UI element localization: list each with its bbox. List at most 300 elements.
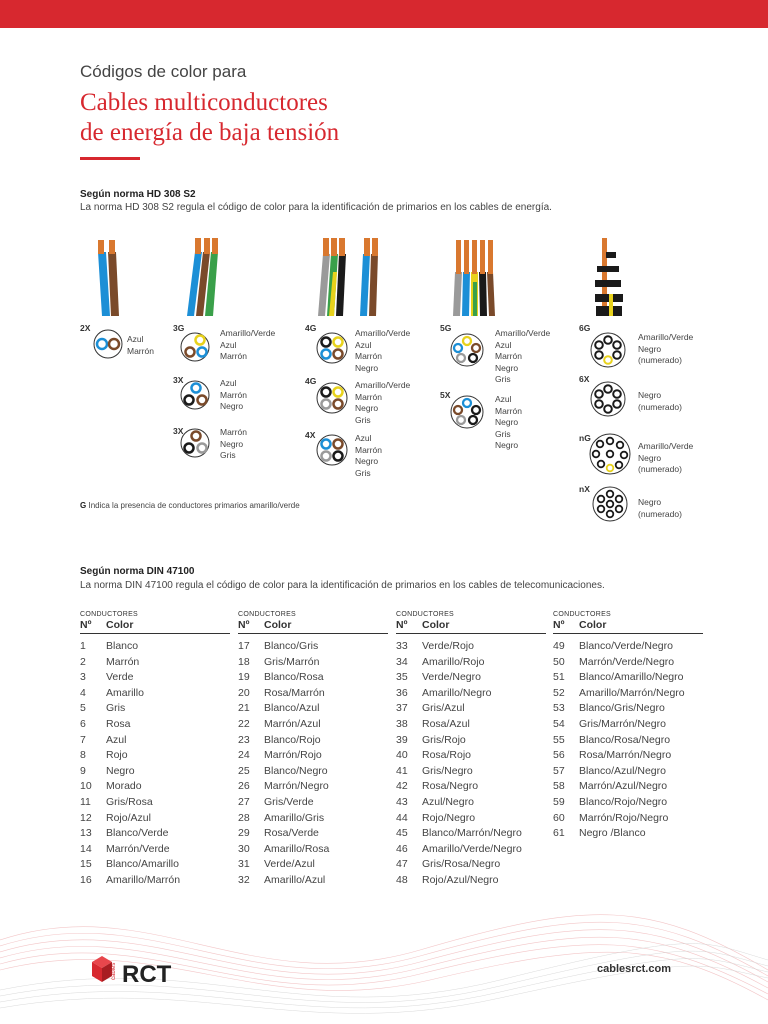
table-header <box>396 619 546 634</box>
table-row <box>238 779 388 795</box>
color-label: Negro <box>355 362 379 373</box>
table-row <box>553 686 703 702</box>
conductor-number: 36 <box>396 686 408 699</box>
table-row <box>238 670 388 686</box>
table-row <box>80 717 230 733</box>
color-label: Negro <box>220 438 244 449</box>
table-row <box>80 842 230 858</box>
table-row <box>396 733 546 749</box>
conductor-color: Blanco/Azul/Negro <box>579 764 666 777</box>
table-body <box>238 639 388 889</box>
conductor-number: 44 <box>396 811 408 824</box>
conductor-number: 20 <box>238 686 250 699</box>
conductor-color: Gris/Rosa/Negro <box>422 858 501 871</box>
section-5g <box>451 334 483 366</box>
table-row <box>396 842 546 858</box>
group-colors-6x <box>638 390 682 413</box>
table-row <box>396 857 546 873</box>
section-4x <box>317 435 347 465</box>
group-code-ng: nG <box>579 433 591 443</box>
conductor-number: 30 <box>238 842 250 855</box>
table-row <box>80 686 230 702</box>
conductor-color: Gris <box>106 702 126 715</box>
conductor-color: Blanco/Rojo <box>264 733 321 746</box>
conductor-number: 16 <box>80 873 92 886</box>
conductor-number: 59 <box>553 795 565 808</box>
conductor-number: 9 <box>80 764 86 777</box>
conductor-number: 47 <box>396 858 408 871</box>
table-row <box>238 795 388 811</box>
col-n-header: Nº <box>553 619 565 631</box>
table-row <box>553 764 703 780</box>
conductor-number: 56 <box>553 749 565 762</box>
conductor-color: Blanco/Amarillo <box>106 858 179 871</box>
table-row <box>80 857 230 873</box>
website-link[interactable]: cablesrct.com <box>597 963 671 975</box>
table-row <box>553 826 703 842</box>
conductor-color: Gris/Negro <box>422 764 473 777</box>
color-label: (numerado) <box>638 401 682 412</box>
section-ng <box>590 434 630 474</box>
conductor-color: Marrón/Rojo/Negro <box>579 811 669 824</box>
conductor-number: 42 <box>396 780 408 793</box>
conductor-number: 8 <box>80 749 86 762</box>
conductor-number: 54 <box>553 717 565 730</box>
table-body <box>553 639 703 842</box>
section-3g <box>181 333 209 361</box>
color-label: Amarillo/Verde <box>220 328 276 338</box>
color-label: Amarillo/Verde <box>355 328 411 338</box>
conductor-number: 40 <box>396 749 408 762</box>
color-label: Azul <box>495 394 512 404</box>
table-row <box>80 748 230 764</box>
table-header <box>238 619 388 634</box>
color-label: Azul <box>355 433 372 443</box>
table-row <box>238 842 388 858</box>
conductor-color: Rojo/Azul/Negro <box>422 873 499 886</box>
group-code-6g: 6G <box>579 323 591 333</box>
conductor-color: Verde <box>106 671 134 684</box>
conductor-number: 26 <box>238 780 250 793</box>
g-footnote <box>80 501 300 510</box>
title-line-2: de energía de baja tensión <box>80 119 340 146</box>
top-bar <box>0 0 768 28</box>
color-label: Negro <box>495 417 519 427</box>
conductor-color: Gris/Rosa <box>106 795 153 808</box>
group-code-4x: 4X <box>305 430 316 440</box>
conductor-color: Rosa/Rojo <box>422 749 472 762</box>
table-header <box>553 619 703 634</box>
color-label: Azul <box>220 339 237 350</box>
color-label: Negro <box>220 401 244 411</box>
conductor-color: Gris/Verde <box>264 795 314 808</box>
conductor-color: Gris/Marrón/Negro <box>579 717 666 730</box>
table-row <box>553 639 703 655</box>
conductor-color: Amarillo/Gris <box>264 811 325 824</box>
conductor-color: Blanco/Rojo/Negro <box>579 795 668 808</box>
table-row <box>396 670 546 686</box>
color-label: Amarillo/Verde <box>638 441 694 451</box>
table-row <box>396 686 546 702</box>
conductor-number: 43 <box>396 795 408 808</box>
section-4g-a <box>317 333 347 363</box>
section1-heading: Según norma HD 308 S2 <box>80 189 196 200</box>
col-n-header: Nº <box>80 619 92 631</box>
table-row <box>80 639 230 655</box>
conductor-color: Verde/Negro <box>422 671 481 684</box>
conductor-table-1 <box>80 611 230 889</box>
section-3x-b <box>181 429 209 457</box>
col-color-header: Color <box>579 619 607 631</box>
conductor-number: 18 <box>238 655 250 668</box>
conductor-number: 45 <box>396 827 408 840</box>
table-row <box>238 857 388 873</box>
conductor-number: 1 <box>80 640 86 652</box>
color-label: Azul <box>355 339 372 350</box>
conductor-number: 28 <box>238 811 250 824</box>
color-label: Marrón <box>220 389 247 400</box>
group-colors-nx <box>638 497 682 520</box>
group-code-4g-b: 4G <box>305 376 317 386</box>
table-row <box>238 748 388 764</box>
conductor-number: 27 <box>238 795 250 808</box>
conductor-color: Marrón/Azul/Negro <box>579 780 668 793</box>
color-label: Azul <box>495 339 512 350</box>
group-colors-4x <box>355 433 382 479</box>
conductor-number: 14 <box>80 842 92 855</box>
conductor-number: 58 <box>553 780 565 793</box>
table-row <box>396 811 546 827</box>
conductor-color: Amarillo <box>106 686 144 699</box>
table-row <box>553 717 703 733</box>
conductor-color: Blanco <box>106 640 139 652</box>
table-row <box>238 826 388 842</box>
page-title <box>80 88 339 148</box>
conductor-color: Verde/Azul <box>264 858 315 871</box>
table-row <box>396 717 546 733</box>
table-row <box>396 748 546 764</box>
conductor-color: Blanco/Verde/Negro <box>579 640 673 652</box>
table-row <box>553 748 703 764</box>
group-colors-4g-b <box>355 380 410 426</box>
conductor-table-4 <box>553 611 703 842</box>
table-row <box>238 733 388 749</box>
page-kicker: Códigos de color para <box>80 62 247 81</box>
color-label: Amarillo/Verde <box>638 332 694 342</box>
table-row <box>80 811 230 827</box>
col-color-header: Color <box>106 619 134 631</box>
conductor-color: Rojo/Negro <box>422 811 476 824</box>
conductor-number: 48 <box>396 873 408 886</box>
col-n-header: Nº <box>396 619 408 631</box>
conductor-number: 29 <box>238 827 250 840</box>
cable-ng-illustration <box>595 238 623 316</box>
group-colors-4g-a <box>355 328 410 374</box>
conductor-number: 33 <box>396 640 408 652</box>
table-row <box>238 655 388 671</box>
section-nx <box>593 487 627 521</box>
group-colors-5g <box>495 328 550 386</box>
color-label: Marrón <box>495 405 522 416</box>
table-row <box>238 764 388 780</box>
conductor-number: 31 <box>238 858 250 871</box>
conductor-color: Amarillo/Rojo <box>422 655 485 668</box>
conductor-color: Amarillo/Marrón <box>106 873 181 886</box>
color-label: (numerado) <box>638 355 682 365</box>
table-row <box>238 701 388 717</box>
conductor-color: Verde/Rojo <box>422 640 474 652</box>
title-underline <box>80 157 140 160</box>
table-row <box>396 764 546 780</box>
table-row <box>553 670 703 686</box>
conductor-number: 57 <box>553 764 565 777</box>
table-row <box>80 701 230 717</box>
color-label: Marrón <box>127 345 154 356</box>
conductor-number: 60 <box>553 811 565 824</box>
conductor-number: 12 <box>80 811 92 824</box>
group-colors-2x <box>127 334 154 357</box>
table-row <box>553 733 703 749</box>
color-label: Gris <box>220 450 236 460</box>
group-code-5x: 5X <box>440 390 451 400</box>
color-label: Negro <box>355 403 379 413</box>
conductor-number: 49 <box>553 640 565 652</box>
color-label: (numerado) <box>638 508 682 519</box>
group-code-5g: 5G <box>440 323 452 333</box>
col-n-header: Nº <box>238 619 250 631</box>
conductor-number: 10 <box>80 780 92 793</box>
conductor-table-2 <box>238 611 388 889</box>
group-code-3x-b: 3X <box>173 426 184 436</box>
table-row <box>396 639 546 655</box>
conductor-color: Blanco/Marrón/Negro <box>422 827 522 840</box>
group-code-6x: 6X <box>579 374 590 384</box>
conductor-number: 61 <box>553 827 565 840</box>
color-label: Negro <box>638 497 662 507</box>
conductor-color: Amarillo/Azul <box>264 873 326 886</box>
conductor-color: Marrón/Negro <box>264 780 329 793</box>
conductor-color: Gris/Rojo <box>422 733 466 746</box>
group-code-4g-a: 4G <box>305 323 317 333</box>
conductor-color: Rosa/Negro <box>422 780 479 793</box>
conductor-color: Marrón/Rojo <box>264 749 322 762</box>
conductor-color: Rosa/Marrón/Negro <box>579 749 672 762</box>
section-6g <box>591 333 625 367</box>
conductor-color: Rojo/Azul <box>106 811 151 824</box>
group-colors-5x <box>495 394 522 452</box>
table-body <box>80 639 230 889</box>
conductor-number: 38 <box>396 717 408 730</box>
rct-logo <box>88 952 208 992</box>
color-label: (numerado) <box>638 464 682 474</box>
conductor-number: 5 <box>80 702 86 715</box>
conductor-number: 15 <box>80 858 92 871</box>
cable-2x-illustration <box>98 240 119 316</box>
cable-3g-illustration <box>187 238 218 316</box>
color-label: Marrón <box>220 427 247 437</box>
title-line-1: Cables multiconductores <box>80 89 328 116</box>
table-row <box>238 639 388 655</box>
section2-description: La norma DIN 47100 regula el código de color para la identificación de primarios en los cables de telecomunicaciones. <box>80 580 605 591</box>
conductor-color: Blanco/Rosa/Negro <box>579 733 671 746</box>
conductor-table-3 <box>396 611 546 889</box>
conductor-color: Blanco/Gris <box>264 640 319 652</box>
group-colors-3x-b <box>220 427 247 462</box>
conductor-number: 11 <box>80 795 91 808</box>
color-label: Azul <box>220 378 237 388</box>
conductor-color: Blanco/Azul <box>264 702 320 715</box>
color-label: Gris <box>495 374 511 384</box>
conductor-number: 3 <box>80 671 86 684</box>
conductor-color: Rosa/Azul <box>422 717 470 730</box>
table-row <box>396 795 546 811</box>
note-text: Indica la presencia de conductores primarios amarillo/verde <box>88 501 300 510</box>
table-row <box>80 764 230 780</box>
table-row <box>396 655 546 671</box>
conductor-color: Rosa/Verde <box>264 827 319 840</box>
table-row <box>80 826 230 842</box>
conductor-number: 52 <box>553 686 565 699</box>
col-color-header: Color <box>264 619 292 631</box>
group-colors-3g <box>220 328 275 363</box>
table-row <box>553 779 703 795</box>
color-label: Negro <box>638 343 662 354</box>
conductor-number: 51 <box>553 671 565 684</box>
section-3x-a <box>181 381 209 409</box>
table-row <box>238 717 388 733</box>
section-4g-b <box>317 383 347 413</box>
conductor-color: Blanco/Amarillo/Negro <box>579 671 684 684</box>
table-row <box>80 779 230 795</box>
conductor-color: Marrón/Verde <box>106 842 170 855</box>
cable-4g-illustration <box>318 238 378 316</box>
color-label: Marrón <box>220 351 247 361</box>
conductor-color: Blanco/Negro <box>264 764 328 777</box>
conductor-color: Marrón <box>106 655 140 668</box>
conductor-number: 19 <box>238 671 250 684</box>
conductor-number: 4 <box>80 686 86 699</box>
conductor-color: Amarillo/Negro <box>422 686 492 699</box>
conductor-number: 50 <box>553 655 565 668</box>
table-header <box>80 619 230 634</box>
conductor-color: Gris/Marrón <box>264 655 320 668</box>
conductor-number: 37 <box>396 702 408 715</box>
logo-text: RCT <box>122 961 172 988</box>
conductor-number: 25 <box>238 764 250 777</box>
conductor-number: 39 <box>396 733 408 746</box>
conductor-color: Negro <box>106 764 135 777</box>
section-5x <box>451 396 483 428</box>
table-row <box>80 795 230 811</box>
conductor-number: 23 <box>238 733 250 746</box>
conductors-label: CONDUCTORES <box>80 611 139 618</box>
section2-heading: Según norma DIN 47100 <box>80 566 195 577</box>
table-row <box>553 655 703 671</box>
conductor-number: 35 <box>396 671 408 684</box>
conductor-color: Blanco/Rosa <box>264 671 324 684</box>
conductor-number: 22 <box>238 717 250 730</box>
section-2x <box>94 330 122 358</box>
color-label: Negro <box>495 362 519 373</box>
conductor-number: 53 <box>553 702 565 715</box>
color-label: Gris <box>355 414 371 425</box>
table-row <box>238 811 388 827</box>
conductor-color: Gris/Azul <box>422 702 465 715</box>
group-code-2x: 2X <box>80 323 91 333</box>
table-row <box>80 655 230 671</box>
conductor-color: Azul/Negro <box>422 795 474 808</box>
conductors-label: CONDUCTORES <box>396 611 455 618</box>
conductor-number: 7 <box>80 733 86 746</box>
conductor-color: Negro /Blanco <box>579 827 646 840</box>
conductor-color: Amarillo/Rosa <box>264 842 330 855</box>
group-code-3g: 3G <box>173 323 185 333</box>
color-label: Marrón <box>355 391 382 402</box>
table-row <box>553 795 703 811</box>
table-row <box>396 779 546 795</box>
color-label: Amarillo/Verde <box>495 328 551 338</box>
table-row <box>238 686 388 702</box>
group-colors-6g <box>638 332 693 367</box>
color-label: Gris <box>495 428 511 439</box>
group-colors-3x-a <box>220 378 247 413</box>
conductor-number: 34 <box>396 655 408 668</box>
group-code-3x-a: 3X <box>173 375 184 385</box>
conductor-color: Blanco/Verde <box>106 827 169 840</box>
logo-small-text: cables <box>111 962 117 980</box>
section-6x <box>591 382 625 416</box>
conductor-color: Rosa <box>106 717 131 730</box>
table-row <box>80 733 230 749</box>
color-label: Marrón <box>495 351 522 361</box>
conductor-number: 41 <box>396 764 408 777</box>
color-label: Negro <box>638 452 662 463</box>
color-label: Negro <box>355 456 379 466</box>
table-body <box>396 639 546 889</box>
color-label: Marrón <box>355 351 382 361</box>
conductor-number: 13 <box>80 827 92 840</box>
color-label: Negro <box>495 440 519 450</box>
conductor-color: Azul <box>106 733 127 746</box>
conductor-number: 21 <box>238 702 250 715</box>
conductor-color: Morado <box>106 780 142 793</box>
conductor-color: Marrón/Verde/Negro <box>579 655 675 668</box>
conductors-label: CONDUCTORES <box>553 611 612 618</box>
cable-5g-illustration <box>453 240 495 316</box>
col-color-header: Color <box>422 619 450 631</box>
color-label: Negro <box>638 390 662 400</box>
note-bold: G <box>80 501 87 510</box>
color-label: Gris <box>355 467 371 478</box>
conductor-color: Amarillo/Verde/Negro <box>422 842 522 855</box>
conductor-number: 55 <box>553 733 565 746</box>
color-label: Azul <box>127 334 144 344</box>
conductor-color: Amarillo/Marrón/Negro <box>579 686 685 699</box>
group-colors-ng <box>638 441 693 476</box>
table-row <box>396 701 546 717</box>
color-label: Amarillo/Verde <box>355 380 411 390</box>
conductor-color: Marrón/Azul <box>264 717 321 730</box>
table-row <box>80 670 230 686</box>
conductor-color: Rojo <box>106 749 128 762</box>
conductor-number: 46 <box>396 842 408 855</box>
table-row <box>553 701 703 717</box>
section1-description: La norma HD 308 S2 regula el código de color para la identificación de primarios en los cables de energía. <box>80 202 552 213</box>
conductor-color: Rosa/Marrón <box>264 686 325 699</box>
conductor-number: 32 <box>238 873 250 886</box>
table-row <box>553 811 703 827</box>
conductor-number: 2 <box>80 655 86 668</box>
